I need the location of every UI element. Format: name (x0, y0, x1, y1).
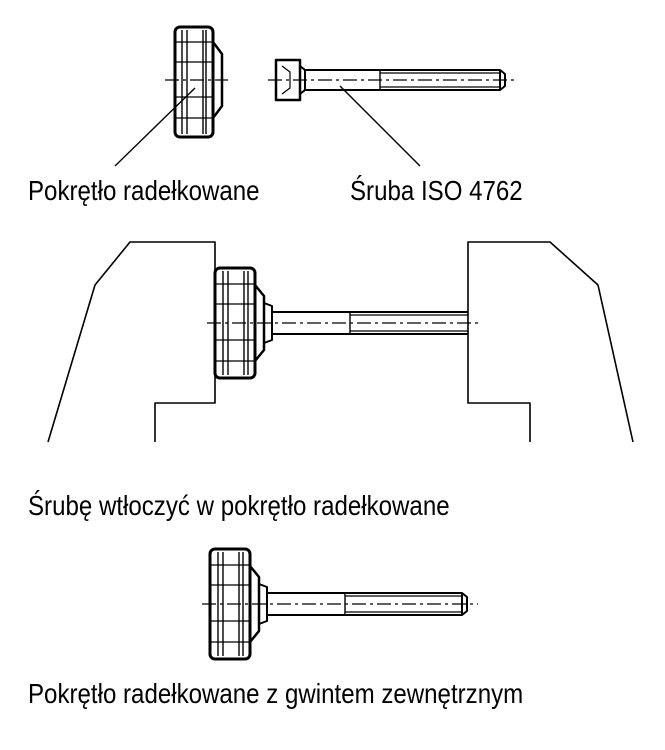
leader-line-screw (340, 86, 420, 166)
knurled-knob-part (165, 27, 228, 137)
leader-line-knob (115, 88, 195, 166)
iso-4762-screw-part (268, 60, 515, 100)
knurled-knob-with-thread (202, 549, 478, 659)
knurled-knob-label: Pokrętło radełkowane (28, 175, 260, 206)
press-instruction-label: Śrubę wtłoczyć w pokrętło radełkowane (28, 490, 450, 521)
screw-label: Śruba ISO 4762 (350, 175, 523, 206)
press-fixture-right-jaw (468, 242, 633, 442)
result-label: Pokrętło radełkowane z gwintem zewnętrznym (28, 678, 524, 709)
press-fixture-left-jaw (48, 242, 215, 442)
knurled-knob-in-press (207, 268, 478, 378)
